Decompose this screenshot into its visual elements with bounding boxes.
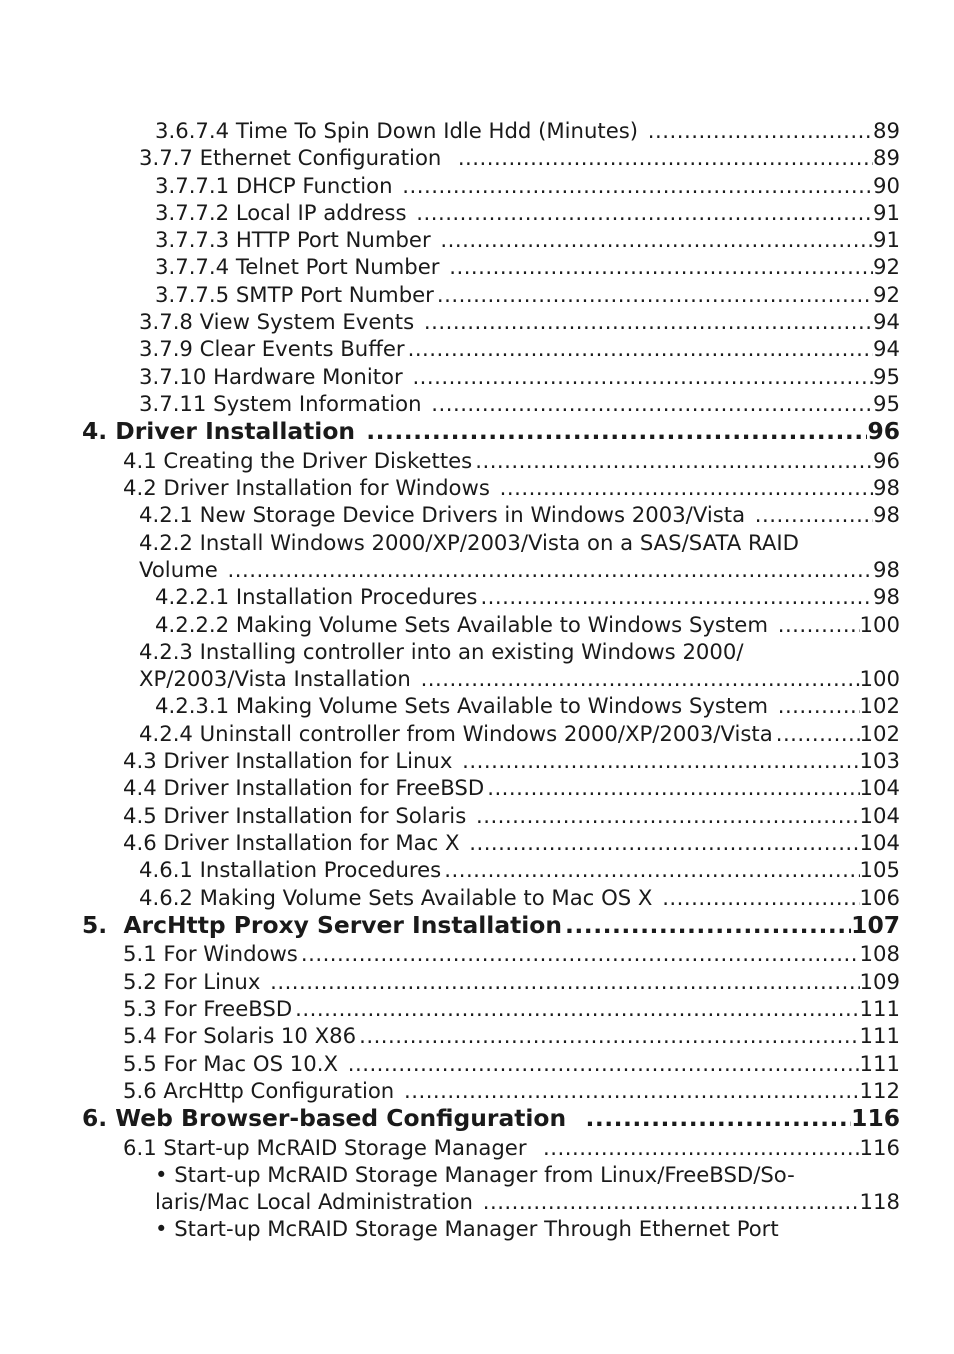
toc-entry-title: 5.6 ArcHttp Configuration [123,1077,401,1103]
toc-entry-title: 5.5 For Mac OS 10.X [123,1050,345,1076]
toc-entry-title: • Start-up McRAID Storage Manager Through Ethernet Port [155,1216,779,1242]
toc-page-number: 91 [873,227,900,253]
toc-entry-title: 4.4 Driver Installation for FreeBSD [123,775,485,801]
toc-chapter-entry[interactable] [0,1104,954,1134]
toc-entry-title: 6. Web Browser-based Configuration [82,1104,583,1133]
toc-page-number: 91 [873,199,900,225]
toc-page-number: 89 [873,145,900,171]
toc-entry-title: 5. ArcHttp Proxy Server Installation [82,910,563,939]
toc-entry-title: 4.2.3.1 Making Volume Sets Available to Windows System [155,693,775,719]
dot-leader [582,1104,851,1134]
toc-entry-title: 5.1 For Windows [123,941,298,967]
toc-entry-title: laris/Mac Local Administration [155,1189,480,1215]
dot-leader [399,172,873,199]
toc-page-number: 96 [873,447,900,473]
dot-leader [497,474,873,501]
toc-entry[interactable] [0,335,954,362]
toc-page-number: 108 [859,941,900,967]
toc-entry[interactable] [0,774,954,801]
dot-leader [455,144,873,171]
toc-entry-title: 3.7.7.5 SMTP Port Number [155,281,434,307]
toc-entry[interactable] [0,144,954,171]
toc-entry-title: 4.3 Driver Installation for Linux [123,748,460,774]
toc-entry-title: 4.6.1 Installation Procedures [139,857,442,883]
toc-entry[interactable] [0,1077,954,1104]
toc-entry[interactable] [0,1215,954,1242]
toc-entry-title: 4.2.2 Install Windows 2000/XP/2003/Vista on a SAS/SATA RAID [139,529,799,555]
toc-page-number: 104 [859,802,900,828]
toc-page-number: 109 [859,968,900,994]
toc-entry-title: Volume [139,556,225,582]
toc-entry[interactable] [0,199,954,226]
dot-leader [418,665,860,692]
toc-entry[interactable] [0,1022,954,1049]
toc-entry[interactable] [0,638,954,665]
toc-chapter-entry[interactable] [0,417,954,447]
toc-page-number: 96 [867,417,900,446]
toc-entry-title: 3.7.11 System Information [139,390,429,416]
toc-entry-title: 3.7.7 Ethernet Configuration [139,145,455,171]
dot-leader [752,501,873,528]
toc-entry-title: 4.1 Creating the Driver Diskettes [123,447,473,473]
toc-entry[interactable] [0,390,954,417]
toc-entry[interactable] [0,802,954,829]
toc-entry-title: 3.7.9 Clear Events Buffer [139,336,405,362]
dot-leader [363,417,867,447]
toc-entry-title: 4. Driver Installation [82,417,364,446]
toc-entry-title: 4.2.2.2 Making Volume Sets Available to Windows System [155,611,775,637]
toc-entry[interactable] [0,1134,954,1161]
toc-entry[interactable] [0,117,954,144]
dot-leader [225,556,873,583]
toc-page-number: 111 [859,1023,900,1049]
toc-page-number: 98 [873,475,900,501]
toc-entry[interactable] [0,1050,954,1077]
dot-leader [409,363,873,390]
toc-entry[interactable] [0,968,954,995]
toc-page-number: 102 [859,720,900,746]
dot-leader [562,911,851,941]
toc-page-number: 95 [873,363,900,389]
toc-entry[interactable] [0,363,954,390]
toc-entry-title: 3.7.10 Hardware Monitor [139,363,410,389]
toc-page-number: 116 [859,1134,900,1160]
dot-leader [413,199,873,226]
dot-leader [659,884,859,911]
toc-entry[interactable] [0,529,954,556]
dot-leader [267,968,859,995]
toc-page-number: 92 [873,281,900,307]
toc-page-number: 94 [873,309,900,335]
toc-page-number: 111 [859,1050,900,1076]
toc-entry[interactable] [0,556,954,583]
toc-entry[interactable] [0,720,954,747]
toc-page-number: 104 [859,775,900,801]
toc-entry[interactable] [0,226,954,253]
toc-entry[interactable] [0,856,954,883]
toc-entry[interactable] [0,1188,954,1215]
toc-page-number: 98 [873,502,900,528]
toc-entry-title: 4.2.4 Uninstall controller from Windows 2000/XP/2003/Vista [139,720,773,746]
dot-leader [466,829,859,856]
toc-entry[interactable] [0,447,954,474]
toc-entry-title: 3.7.7.4 Telnet Port Number [155,254,447,280]
toc-entry-title: • Start-up McRAID Storage Manager from Linux/FreeBSD/So- [155,1161,795,1187]
toc-page-number: 100 [859,666,900,692]
table-of-contents [0,117,954,1243]
toc-entry[interactable] [0,1161,954,1188]
toc-page-number: 94 [873,336,900,362]
toc-entry-title: 5.4 For Solaris 10 X86 [123,1023,357,1049]
toc-entry[interactable] [0,253,954,280]
toc-page-number: 104 [859,829,900,855]
toc-entry-title: 4.2.3 Installing controller into an existing Windows 2000/ [139,638,744,664]
dot-leader [401,1077,860,1104]
toc-entry[interactable] [0,884,954,911]
toc-page-number: 105 [859,857,900,883]
toc-entry-title: 5.3 For FreeBSD [123,995,293,1021]
dot-leader [441,856,859,883]
toc-entry[interactable] [0,583,954,610]
toc-page-number: 118 [859,1189,900,1215]
toc-entry-title: 4.2.2.1 Installation Procedures [155,584,478,610]
toc-entry-title: 4.6.2 Making Volume Sets Available to Mac OS X [139,884,660,910]
toc-entry-title: 3.7.7.2 Local IP address [155,199,414,225]
dot-leader [345,1050,860,1077]
dot-leader [472,447,873,474]
toc-entry[interactable] [0,172,954,199]
toc-entry[interactable] [0,501,954,528]
dot-leader [298,940,860,967]
toc-page-number: 100 [859,611,900,637]
toc-page-number: 98 [873,556,900,582]
toc-entry[interactable] [0,995,954,1022]
toc-entry-title: 4.5 Driver Installation for Solaris [123,802,473,828]
toc-entry[interactable] [0,940,954,967]
toc-entry-title: 5.2 For Linux [123,968,268,994]
toc-entry-title: 4.2 Driver Installation for Windows [123,475,497,501]
toc-entry[interactable] [0,281,954,308]
toc-page-number: 92 [873,254,900,280]
dot-leader [484,774,859,801]
dot-leader [775,692,860,719]
toc-page-number: 90 [873,172,900,198]
dot-leader [437,226,873,253]
toc-page-number: 95 [873,390,900,416]
toc-entry-title: 4.6 Driver Installation for Mac X [123,829,467,855]
dot-leader [773,720,860,747]
toc-entry[interactable] [0,474,954,501]
dot-leader [356,1022,859,1049]
dot-leader [480,1188,860,1215]
toc-page-number: 107 [851,910,900,939]
toc-entry-title: 3.7.8 View System Events [139,309,421,335]
dot-leader [428,390,873,417]
dot-leader [446,253,873,280]
toc-entry-title: XP/2003/Vista Installation [139,666,418,692]
toc-page-number: 112 [859,1077,900,1103]
toc-entry[interactable] [0,308,954,335]
toc-entry-title: 3.7.7.3 HTTP Port Number [155,227,438,253]
dot-leader [473,802,860,829]
toc-page-number: 106 [859,884,900,910]
toc-entry-title: 3.7.7.1 DHCP Function [155,172,400,198]
dot-leader [540,1134,860,1161]
toc-entry[interactable] [0,665,954,692]
toc-chapter-entry[interactable] [0,911,954,941]
toc-page-number: 98 [873,584,900,610]
dot-leader [477,583,873,610]
dot-leader [421,308,873,335]
toc-entry[interactable] [0,611,954,638]
toc-entry[interactable] [0,829,954,856]
toc-entry-title: 3.6.7.4 Time To Spin Down Idle Hdd (Minutes) [155,118,645,143]
toc-entry-title: 4.2.1 New Storage Device Drivers in Windows 2003/Vista [139,502,752,528]
dot-leader [645,117,873,144]
toc-entry[interactable] [0,747,954,774]
dot-leader [775,611,860,638]
toc-entry[interactable] [0,692,954,719]
dot-leader [405,335,873,362]
dot-leader [434,281,873,308]
toc-page-number: 102 [859,693,900,719]
toc-page-number: 116 [851,1104,900,1133]
dot-leader [292,995,859,1022]
toc-page-number: 111 [859,995,900,1021]
toc-page-number: 89 [873,118,900,143]
dot-leader [459,747,859,774]
toc-page-number: 103 [859,748,900,774]
toc-entry-title: 6.1 Start-up McRAID Storage Manager [123,1134,541,1160]
